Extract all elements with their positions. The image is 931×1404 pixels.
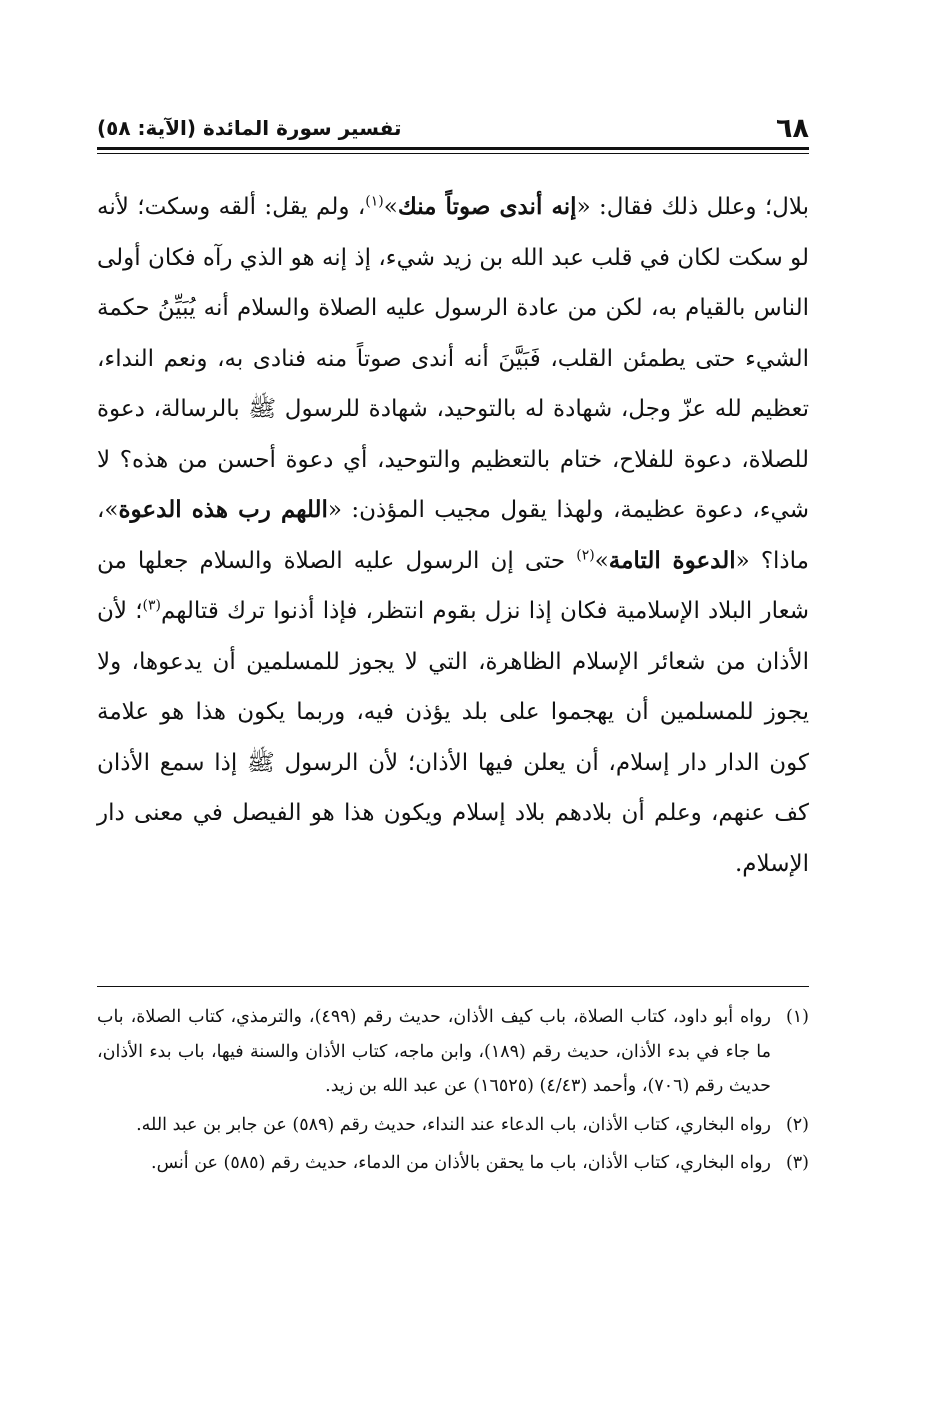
- text-run: بلال؛ وعلل ذلك فقال: «: [576, 194, 810, 220]
- footnote-item: [97, 1146, 809, 1181]
- footnote-ref: (٢): [576, 546, 595, 563]
- footnote-number: (١): [785, 1007, 809, 1027]
- footnote-item: [97, 1000, 809, 1104]
- footnote-ref: (٣): [142, 597, 161, 614]
- footnote-text: رواه البخاري، كتاب الأذان، باب الدعاء عند النداء، حديث رقم (٥٨٩) عن جابر بن عبد الله.: [136, 1114, 771, 1135]
- footnote-separator: [97, 986, 809, 987]
- footnote-number: (٢): [785, 1114, 809, 1135]
- text-run: حتى إن الرسول عليه الصلاة والسلام جعلها من شعار البلاد الإسلامية فكان إذا نزل بقوم انتظر، فإذا أذنوا ترك قتالهم: [97, 547, 809, 624]
- hadith-quote: الدعوة التامة: [608, 546, 736, 574]
- text-run: ، ولم يقل: ألقه وسكت؛ لأنه لو سكت لكان في قلب عبد الله بن زيد شيء، إذ إنه هو الذي رآه فكان أولى الناس بالقيام به، لكن من عادة الرسول عليه الصلاة والسلام أنه يُبَيِّنُ حكمة الشيء حتى يطمئن القلب، فَبَيَّنَ أنه أندى صوتاً منه فنادى به، ونعم النداء، تعظيم لله عزّ وجل، شهادة له بالتوحيد، شهادة للرسول ﷺ بالرسالة، دعوة للصلاة، دعوة للفلاح، ختام بالتعظيم والتوحيد، أي دعوة أحسن من هذه؟ لا شيء، دعوة عظيمة، ولهذا يقول مجيب المؤذن: «: [97, 194, 809, 523]
- header-rule-thin: [97, 153, 809, 154]
- running-title: تفسير سورة المائدة (الآية: ٥٨): [97, 116, 402, 140]
- text-run: »: [383, 194, 398, 220]
- body-paragraph: [97, 182, 809, 889]
- page-number: ٦٨: [776, 112, 809, 144]
- text-run: »: [594, 547, 609, 574]
- footnote-number: (٣): [785, 1153, 809, 1173]
- footnote-ref: (١): [365, 193, 384, 210]
- hadith-quote: إنه أندى صوتاً منك: [397, 193, 577, 220]
- text-run: ؛ لأن الأذان من شعائر الإسلام الظاهرة، التي لا يجوز للمسلمين أن يدعوها، ولا يجوز للمسلمين أن يهجموا على بلد يؤذن فيه، وربما يكون هذا هو علامة كون الدار دار إسلام، أن يعلن فيها الأذان؛ لأن الرسول ﷺ إذا سمع الأذان كف عنهم، وعلم أن بلادهم بلاد إسلام ويكون هذا هو الفيصل في معنى دار الإسلام.: [97, 598, 809, 877]
- text-run: »، ماذا؟ «: [97, 497, 809, 574]
- footnote-text: رواه البخاري، كتاب الأذان، باب ما يحقن بالأذان من الدماء، حديث رقم (٥٨٥) عن أنس.: [151, 1153, 771, 1173]
- footnotes: [97, 1000, 809, 1185]
- page-header: [97, 108, 809, 148]
- hadith-quote: اللهم رب هذه الدعوة: [118, 496, 328, 523]
- footnote-item: [97, 1108, 809, 1143]
- header-rule: [97, 147, 809, 150]
- footnote-text: رواه أبو داود، كتاب الصلاة، باب كيف الأذان، حديث رقم (٤٩٩)، والترمذي، كتاب الصلاة، باب ما جاء في بدء الأذان، حديث رقم (١٨٩)، وابن ماجه، كتاب الأذان والسنة فيها، باب بدء الأذان، حديث رقم (٧٠٦)، وأحمد (٤/٤٣) (١٦٥٢٥) عن عبد الله بن زيد.: [97, 1007, 771, 1096]
- main-text: [97, 182, 809, 889]
